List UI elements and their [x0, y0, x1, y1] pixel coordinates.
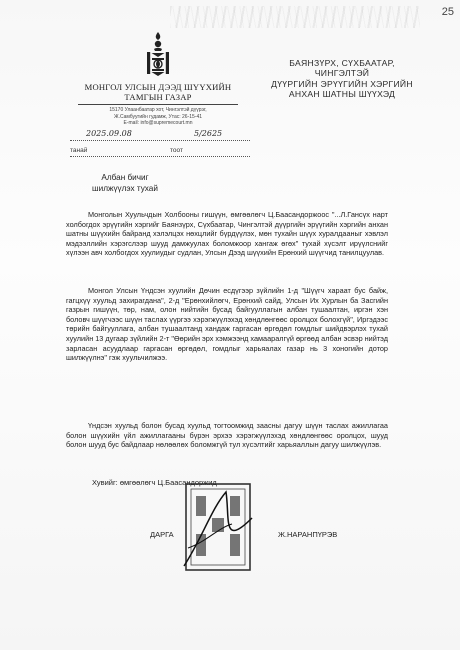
reference-row-incoming — [70, 144, 250, 157]
reference-number-label: тоот — [170, 147, 183, 154]
subject-line2: шилжүүлэх тухай — [92, 184, 158, 193]
issuer-address-line2: Ж.Самбуугийн гудамж, Утас: 26-15-41 — [113, 113, 203, 120]
body-paragraph-1-text: Монголын Хуульчдын Холбооны гишүүн, өмгөөлөгч Ц.Баасандоржоос "...Л.Гансүх нарт холбогдох эрүүгийн хэргийг Баянзүрх, Сүхбаатар, Чингэлтэй дүүргийн эрүүгийн хэргийн анхан шатны шүүхийн байранд хэлэлцэх нөхцлийг бүрдүүлэх, мөн тухайн шүүх хуралдааныг хэвлэл мэдээллийн хэрэгслээр шууд дамжуулах боломжоор хангаж өгөх" тухай хүсэлт ирүүлснийг хүлээн авч холбогдох хуулиудыг судлан, Улсын Дээд шүүхийн Ерөнхий шүүгчид танилцуулав. — [66, 210, 388, 258]
body-paragraph-3 — [66, 421, 388, 450]
subject-line1: Албан бичиг — [101, 173, 149, 182]
issuer-name-line1: МОНГОЛ УЛСЫН ДЭЭД ШҮҮХИЙН — [84, 82, 232, 92]
body-paragraph-2-text: Монгол Улсын Үндсэн хуулийн Дөчин есдүгээр зүйлийн 1-д "Шүүгч хараат бус байж, гагцхүү хуульд захирагдана", 2-д "Ерөнхийлөгч, Ерөнхий сайд, Улсын Их Хурлын ба Засгийн газрын гишүүн, төр, нам, олон нийтийн бусад байгууллагын албан тушаалтан, иргэн хэн боловч шүүгчээс шүүн таслах үүргээ хэрэгжүүлэхэд хөндлөнгөөс оролцох болохгүй", Иргэдээс төрийн байгууллага, албан тушаалтанд хандаж гаргасан өргөдөл гомдлыг шийдвэрлэх тухай хуулийн 13 дугаар зүйлийн 2-т "Өөрийн эрх хэмжээнд хамааралгүй өргөөд албан эсвэр нийтэд зарласан асуудлаар гаргасан өргөдөл, гомдлыг харьяалах газар нь 3 хоногийн дотор шилжүүлнэ" гэж хуульчилжээ. — [66, 286, 388, 363]
issuer-address-line3: E-mail: info@supremecourt.mn — [123, 120, 193, 127]
official-stamp-icon — [182, 478, 256, 578]
reference-date: 2025.09.08 — [86, 129, 132, 138]
recipient-line1: БАЯНЗҮРХ, СҮХБААТАР, ЧИНГЭЛТЭЙ — [289, 58, 395, 79]
signatory-title: ДАРГА — [150, 530, 174, 539]
reference-number: 5/2625 — [194, 129, 223, 138]
reference-incoming-label: танай — [70, 147, 88, 154]
issuer-name-line2: ТАМГЫН ГАЗАР — [124, 92, 192, 102]
reference-block — [70, 128, 250, 160]
recipient-block — [262, 58, 422, 100]
scan-artifact — [170, 6, 420, 28]
subject-block — [90, 172, 160, 194]
issuer-address-line1: 15170 Улаанбаатар хот, Чингэлтэй дүүрэг, — [109, 107, 207, 113]
issuer-block — [72, 82, 244, 127]
issuer-divider — [78, 104, 238, 105]
soyombo-emblem-icon — [143, 30, 173, 80]
body-paragraph-2 — [66, 286, 388, 363]
body-paragraph-1 — [66, 210, 388, 258]
copy-to-line: Хувийг: өмгөөлөгч Ц.Баасандоржид — [92, 478, 217, 487]
body-paragraph-3-text: Үндсэн хуульд болон бусад хуульд тогтоомжид заасны дагуу шүүн таслах ажиллагаа болон шүүхийн үйл ажиллагааны бүрэн эрхээ хэрэгжүүлэхэд хөндлөнгөөс оролцох, шууд болон шууд бус байдлаар нөлөөлөх боломжгүй тул хүсэлтийг харьяаллын дагуу шилжүүлэв. — [66, 421, 388, 450]
page-number: 25 — [441, 6, 454, 18]
recipient-line3: АНХАН ШАТНЫ ШҮҮХЭД — [288, 89, 396, 100]
recipient-line2: ДҮҮРГИЙН ЭРҮҮГИЙН ХЭРГИЙН — [271, 78, 413, 89]
signatory-name: Ж.НАРАНПҮРЭВ — [278, 530, 338, 539]
